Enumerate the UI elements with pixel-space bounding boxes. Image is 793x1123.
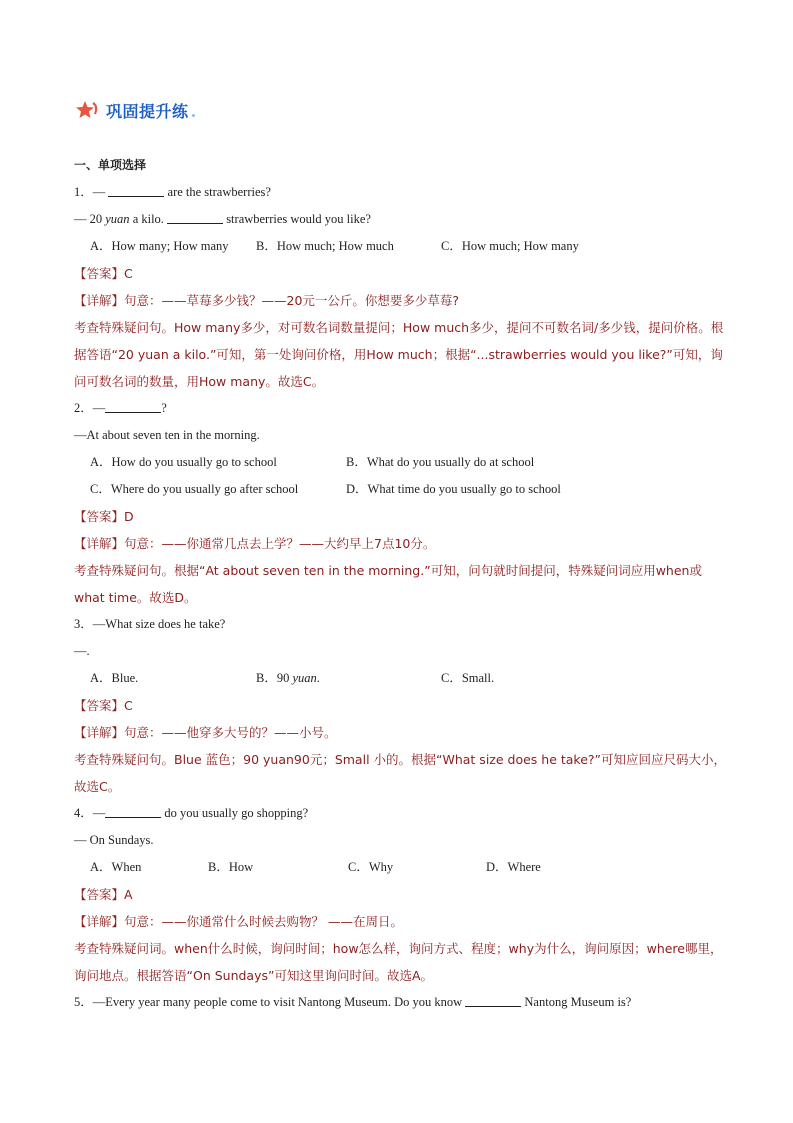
q1-blank-1 <box>108 184 164 197</box>
q2-option-b[interactable]: B．What do you usually do at school <box>346 455 535 469</box>
detail-tag: 【详解】 <box>74 725 125 740</box>
exercise-content <box>74 152 726 1016</box>
banner-title: 巩固提升练 <box>106 101 189 121</box>
q3-answer <box>74 692 726 719</box>
q2-number: 2． <box>74 401 93 415</box>
answer-tag: 【答案】 <box>74 698 125 713</box>
q4-answer <box>74 881 726 908</box>
answer-value: A <box>124 887 133 902</box>
q4-stem-text: do you usually go shopping? <box>161 806 309 820</box>
q2-stem-text: ? <box>161 401 167 415</box>
q2-options-row1 <box>74 449 726 476</box>
q4-stem-text: — <box>92 806 106 820</box>
q2-stem-line2: —At about seven ten in the morning. <box>74 428 260 442</box>
answer-tag: 【答案】 <box>74 266 125 281</box>
detail-text: 句意：——他穿多大号的？——小号。 <box>124 725 337 740</box>
detail-tag: 【详解】 <box>74 293 125 308</box>
q5-stem-text: Nantong Museum is? <box>521 995 632 1009</box>
q1-yuan: yuan <box>105 212 130 226</box>
q2-option-a[interactable]: A．How do you usually go to school <box>90 455 277 469</box>
q1-blank-2 <box>167 211 223 224</box>
q3-stem-text: —What size does he take? <box>92 617 226 631</box>
q2-options-row2 <box>74 476 726 503</box>
q1-option-a[interactable]: A．How many; How many <box>90 239 229 253</box>
option-yuan: yuan <box>292 671 317 685</box>
q4-option-a[interactable]: A．When <box>90 860 142 874</box>
q3-option-b[interactable] <box>256 665 441 692</box>
answer-tag: 【答案】 <box>74 509 125 524</box>
answer-value: C <box>124 698 133 713</box>
q4-option-b[interactable]: B．How <box>208 860 254 874</box>
q1-stem-text: — <box>92 185 109 199</box>
q3-number: 3． <box>74 617 93 631</box>
q2-stem-text: — <box>92 401 106 415</box>
q1-option-c[interactable]: C．How much; How many <box>441 239 579 253</box>
detail-text: 句意：——草莓多少钱？——20元一公斤。你想要多少草莓? <box>124 293 460 308</box>
detail-text: 句意：——你通常什么时候去购物？ ——在周日。 <box>124 914 403 929</box>
banner-dot <box>192 114 195 117</box>
q1-options <box>74 233 726 260</box>
q1-answer <box>74 260 726 287</box>
q1-option-b[interactable]: B．How much; How much <box>256 239 394 253</box>
q4-analysis: 考查特殊疑问词。when什么时候，询问时间；how怎么样，询问方式、程度；why为什么，询问原因；where哪里， 询问地点。根据答语“On Sundays”可知这里询问时间。故选A。 <box>74 941 723 983</box>
option-text: . <box>316 671 320 685</box>
q5-stem-text: —Every year many people come to visit Nantong Museum. Do you know <box>92 995 466 1009</box>
star-icon <box>76 100 100 120</box>
section-banner <box>76 98 195 122</box>
q3-stem-line2: —. <box>74 644 90 658</box>
q1-analysis: 考查特殊疑问句。How many多少，对可数名词数量提问；How much多少，提问不可数名词/多少钱，提问价格。根据答语“20 yuan a kilo.”可知，第一处询问价格，用How much；根据“...strawberries would you like?”可知，询问可数名词的数量，用How many。故选C。 <box>74 320 724 389</box>
q3-options <box>74 665 726 692</box>
q4-stem-line1 <box>74 800 726 827</box>
answer-tag: 【答案】 <box>74 887 125 902</box>
q1-stem-text: a kilo. <box>129 212 168 226</box>
q1-stem-text: are the strawberries? <box>164 185 271 199</box>
q3-detail <box>74 719 726 746</box>
q3-stem-line1 <box>74 611 726 638</box>
q5-stem-line1 <box>74 989 726 1016</box>
q1-number: 1． <box>74 185 93 199</box>
option-text: B．90 <box>256 671 293 685</box>
answer-value: C <box>124 266 133 281</box>
q5-blank <box>465 994 521 1007</box>
q4-detail <box>74 908 726 935</box>
q4-option-c[interactable]: C．Why <box>348 860 394 874</box>
detail-text: 句意：——你通常几点去上学？——大约早上7点10分。 <box>124 536 436 551</box>
q1-stem-line2 <box>74 206 726 233</box>
q3-analysis: 考查特殊疑问句。Blue 蓝色；90 yuan90元；Small 小的。根据“What size does he take?”可知应回应尺码大小，故选C。 <box>74 752 727 794</box>
q2-option-c[interactable]: C．Where do you usually go after school <box>90 482 299 496</box>
q1-detail <box>74 287 726 314</box>
q2-stem-line1 <box>74 395 726 422</box>
section-title: 一、单项选择 <box>74 158 147 172</box>
q4-number: 4． <box>74 806 93 820</box>
q4-options <box>74 854 726 881</box>
detail-tag: 【详解】 <box>74 536 125 551</box>
q1-stem-text: strawberries would you like? <box>223 212 371 226</box>
q3-option-a[interactable]: A．Blue. <box>90 671 139 685</box>
q2-detail <box>74 530 726 557</box>
q1-stem-text: — 20 <box>74 212 106 226</box>
q5-number: 5． <box>74 995 93 1009</box>
q4-stem-line2: — On Sundays. <box>74 833 154 847</box>
q4-option-d[interactable]: D．Where <box>486 860 541 874</box>
answer-value: D <box>124 509 134 524</box>
q2-answer <box>74 503 726 530</box>
q4-blank <box>105 805 161 818</box>
q2-blank <box>105 400 161 413</box>
q1-stem-line1 <box>74 179 726 206</box>
q2-option-d[interactable]: D．What time do you usually go to school <box>346 482 561 496</box>
detail-tag: 【详解】 <box>74 914 125 929</box>
q3-option-c[interactable]: C．Small. <box>441 671 495 685</box>
q2-analysis: 考查特殊疑问句。根据“At about seven ten in the morning.”可知，问句就时间提问，特殊疑问词应用when或what time。故选D。 <box>74 563 702 605</box>
